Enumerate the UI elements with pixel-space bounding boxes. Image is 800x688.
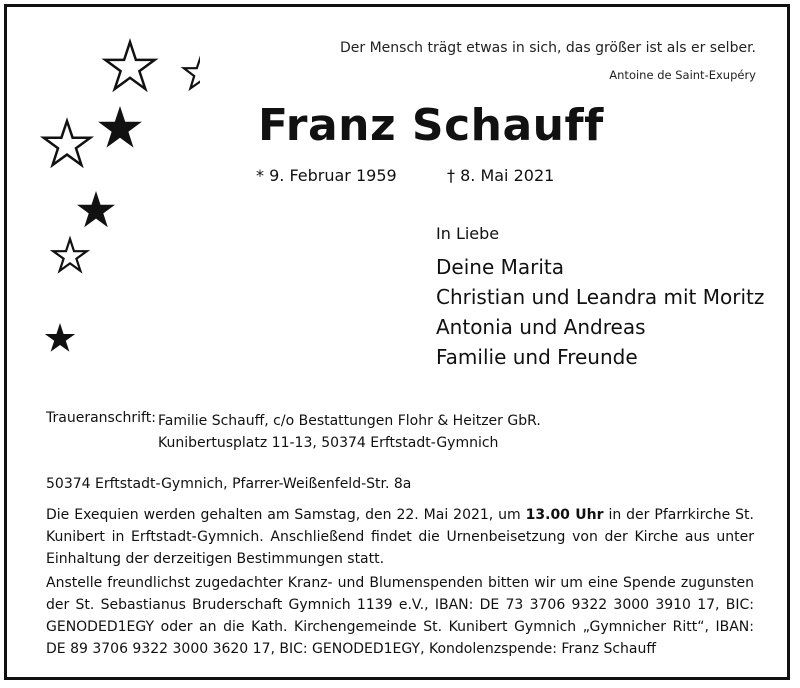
donation-paragraph: Anstelle freundlichst zugedachter Kranz- und Blumenspenden bitten wir um eine Spende zugunsten der St. Sebastianus Bruderschaft Gymnich 1139 e.V., IBAN: DE 73 3706 9322 3000 3910 17, BIC: GENODED1EGY oder an die Kath. Kirchengemeinde St. Kunibert Gymnich „Gymnicher Ritt“, IBAN: DE 89 3706 9322 3000 3620 17, BIC: GENODED1EGY, Kondolenzspende: Franz Schauff bbox=[46, 575, 754, 657]
mourners-intro: In Liebe bbox=[436, 224, 500, 243]
star-outline-icon bbox=[53, 239, 87, 271]
quote-text: Der Mensch trägt etwas in sich, das größer ist als er selber. bbox=[340, 40, 756, 56]
deceased-name: Franz Schauff bbox=[258, 100, 604, 151]
star-outline-icon bbox=[105, 42, 154, 89]
star-outline-icon bbox=[44, 121, 91, 165]
mourners-list bbox=[436, 252, 764, 372]
mourner-line: Deine Marita bbox=[436, 255, 564, 279]
mourner-line: Antonia und Andreas bbox=[436, 315, 646, 339]
star-outline-icon bbox=[184, 56, 200, 88]
birth-date: * 9. Februar 1959 bbox=[256, 166, 397, 185]
stars-decoration bbox=[0, 0, 200, 380]
service-time: 13.00 Uhr bbox=[525, 507, 604, 523]
service-location: 50374 Erftstadt-Gymnich, Pfarrer-Weißenfeld-Str. 8a bbox=[46, 476, 412, 492]
service-text-after: in der Pfarrkirche St. Kunibert in Erftstadt-Gymnich. Anschließend findet die Urnenbeisetzung von der Kirche aus unter Einhaltung der derzeitigen Bestimmungen statt. bbox=[46, 507, 754, 567]
death-date: † 8. Mai 2021 bbox=[447, 166, 555, 185]
mourner-line: Christian und Leandra mit Moritz bbox=[436, 285, 765, 309]
address-label: Traueranschrift: bbox=[46, 410, 156, 426]
star-filled-icon bbox=[77, 191, 115, 227]
service-paragraph bbox=[46, 504, 754, 570]
star-filled-icon bbox=[98, 106, 142, 148]
address-line: Familie Schauff, c/o Bestattungen Flohr & Heitzer GbR. bbox=[158, 413, 541, 429]
service-text-before: Die Exequien werden gehalten am Samstag, den 22. Mai 2021, um bbox=[46, 507, 526, 523]
mourner-line: Familie und Freunde bbox=[436, 345, 638, 369]
address-line: Kunibertusplatz 11-13, 50374 Erftstadt-Gymnich bbox=[158, 435, 499, 451]
quote-author: Antoine de Saint-Exupéry bbox=[609, 68, 756, 82]
star-filled-icon bbox=[45, 323, 75, 352]
address-block bbox=[158, 410, 541, 454]
